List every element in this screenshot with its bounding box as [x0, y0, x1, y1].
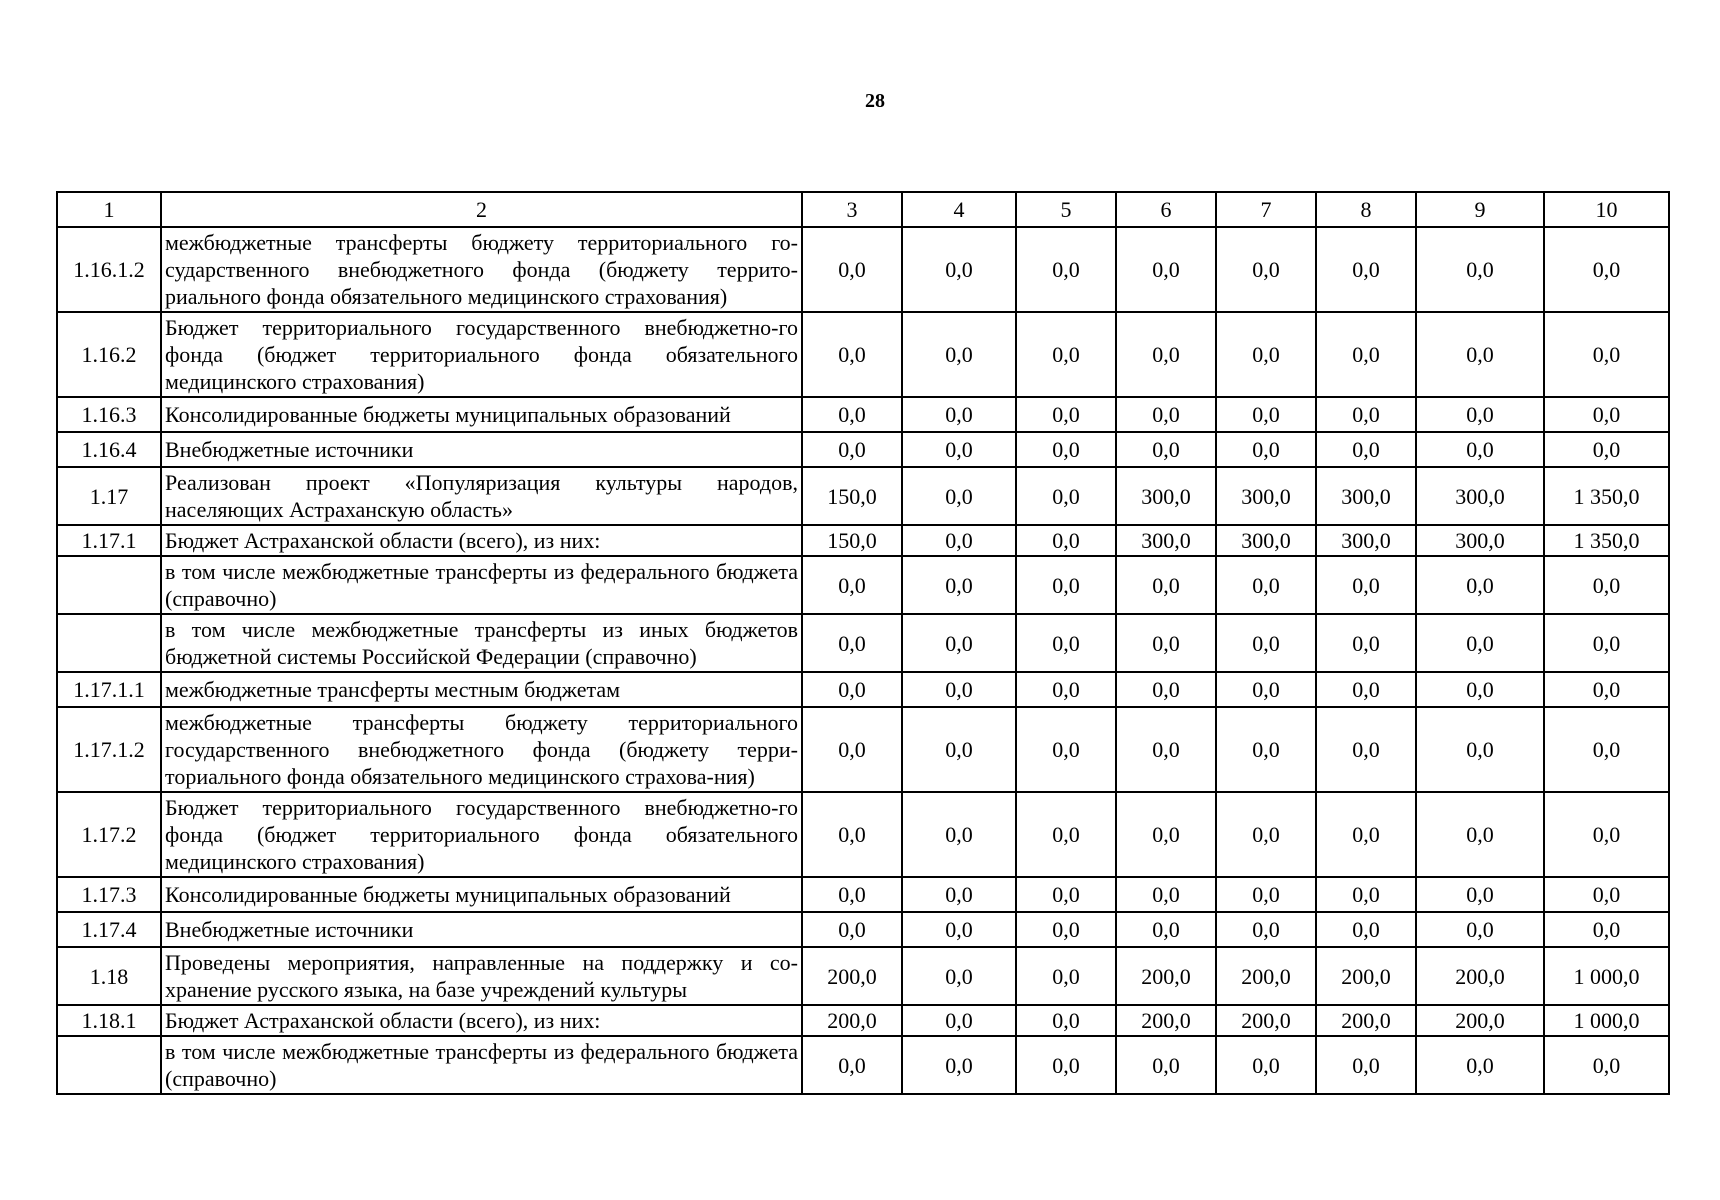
row-description: в том числе межбюджетные трансферты из федерального бюджета (справочно)	[161, 1036, 802, 1094]
table-row	[57, 227, 1669, 312]
table-row	[57, 672, 1669, 707]
value-cell-col-8: 0,0	[1316, 672, 1416, 707]
table-row	[57, 397, 1669, 432]
value-cell-col-10: 0,0	[1544, 1036, 1669, 1094]
value-cell-col-10: 1 000,0	[1544, 947, 1669, 1005]
value-cell-col-5: 0,0	[1016, 1005, 1116, 1036]
value-cell-col-5: 0,0	[1016, 1036, 1116, 1094]
column-header: 3	[802, 192, 902, 227]
value-cell-col-4: 0,0	[902, 312, 1016, 397]
value-cell-col-10: 0,0	[1544, 397, 1669, 432]
value-cell-col-9: 0,0	[1416, 312, 1544, 397]
value-cell-col-10: 0,0	[1544, 556, 1669, 614]
row-number: 1.16.1.2	[57, 227, 161, 312]
table-body	[57, 227, 1669, 1094]
value-cell-col-6: 0,0	[1116, 614, 1216, 672]
value-cell-col-9: 300,0	[1416, 467, 1544, 525]
value-cell-col-9: 0,0	[1416, 432, 1544, 467]
value-cell-col-6: 0,0	[1116, 312, 1216, 397]
row-description: Внебюджетные источники	[161, 432, 802, 467]
value-cell-col-10: 1 350,0	[1544, 467, 1669, 525]
value-cell-col-6: 0,0	[1116, 227, 1216, 312]
value-cell-col-3: 0,0	[802, 672, 902, 707]
value-cell-col-9: 300,0	[1416, 525, 1544, 556]
value-cell-col-4: 0,0	[902, 707, 1016, 792]
value-cell-col-10: 1 350,0	[1544, 525, 1669, 556]
value-cell-col-5: 0,0	[1016, 947, 1116, 1005]
table-row	[57, 467, 1669, 525]
value-cell-col-10: 0,0	[1544, 792, 1669, 877]
table-row	[57, 614, 1669, 672]
value-cell-col-8: 200,0	[1316, 947, 1416, 1005]
table-row	[57, 556, 1669, 614]
row-description: Бюджет Астраханской области (всего), из них:	[161, 1005, 802, 1036]
row-description: Проведены мероприятия, направленные на поддержку и со-хранение русского языка, на базе учреждений культуры	[161, 947, 802, 1005]
value-cell-col-6: 0,0	[1116, 432, 1216, 467]
value-cell-col-6: 300,0	[1116, 525, 1216, 556]
value-cell-col-8: 0,0	[1316, 877, 1416, 912]
value-cell-col-4: 0,0	[902, 467, 1016, 525]
value-cell-col-6: 0,0	[1116, 397, 1216, 432]
value-cell-col-3: 0,0	[802, 1036, 902, 1094]
row-description: Бюджет территориального государственного внебюджетно-го фонда (бюджет территориального фонда обязательного медицинского страхования)	[161, 312, 802, 397]
row-description: Консолидированные бюджеты муниципальных образований	[161, 397, 802, 432]
value-cell-col-6: 0,0	[1116, 792, 1216, 877]
value-cell-col-8: 300,0	[1316, 467, 1416, 525]
value-cell-col-4: 0,0	[902, 947, 1016, 1005]
value-cell-col-3: 0,0	[802, 312, 902, 397]
row-description: Реализован проект «Популяризация культуры народов, населяющих Астраханскую область»	[161, 467, 802, 525]
value-cell-col-7: 0,0	[1216, 877, 1316, 912]
value-cell-col-5: 0,0	[1016, 877, 1116, 912]
value-cell-col-9: 0,0	[1416, 912, 1544, 947]
row-number: 1.17.2	[57, 792, 161, 877]
column-header: 10	[1544, 192, 1669, 227]
row-number: 1.17.1	[57, 525, 161, 556]
value-cell-col-10: 0,0	[1544, 432, 1669, 467]
row-number	[57, 614, 161, 672]
value-cell-col-5: 0,0	[1016, 312, 1116, 397]
value-cell-col-10: 0,0	[1544, 312, 1669, 397]
value-cell-col-5: 0,0	[1016, 397, 1116, 432]
value-cell-col-8: 0,0	[1316, 227, 1416, 312]
value-cell-col-3: 0,0	[802, 877, 902, 912]
row-description: в том числе межбюджетные трансферты из федерального бюджета (справочно)	[161, 556, 802, 614]
value-cell-col-10: 0,0	[1544, 912, 1669, 947]
value-cell-col-9: 0,0	[1416, 792, 1544, 877]
row-number: 1.17	[57, 467, 161, 525]
value-cell-col-7: 0,0	[1216, 707, 1316, 792]
value-cell-col-9: 0,0	[1416, 614, 1544, 672]
row-number: 1.18	[57, 947, 161, 1005]
column-header: 8	[1316, 192, 1416, 227]
row-number: 1.17.1.2	[57, 707, 161, 792]
value-cell-col-3: 200,0	[802, 947, 902, 1005]
value-cell-col-3: 200,0	[802, 1005, 902, 1036]
value-cell-col-10: 0,0	[1544, 672, 1669, 707]
value-cell-col-3: 0,0	[802, 227, 902, 312]
column-header: 2	[161, 192, 802, 227]
value-cell-col-3: 150,0	[802, 467, 902, 525]
value-cell-col-5: 0,0	[1016, 707, 1116, 792]
value-cell-col-7: 300,0	[1216, 525, 1316, 556]
value-cell-col-3: 0,0	[802, 792, 902, 877]
column-header: 6	[1116, 192, 1216, 227]
value-cell-col-7: 0,0	[1216, 912, 1316, 947]
value-cell-col-9: 0,0	[1416, 672, 1544, 707]
value-cell-col-7: 0,0	[1216, 792, 1316, 877]
row-number: 1.16.3	[57, 397, 161, 432]
value-cell-col-8: 0,0	[1316, 912, 1416, 947]
value-cell-col-4: 0,0	[902, 672, 1016, 707]
value-cell-col-5: 0,0	[1016, 912, 1116, 947]
column-header: 5	[1016, 192, 1116, 227]
value-cell-col-3: 0,0	[802, 556, 902, 614]
row-number: 1.16.4	[57, 432, 161, 467]
value-cell-col-3: 0,0	[802, 912, 902, 947]
value-cell-col-4: 0,0	[902, 397, 1016, 432]
value-cell-col-5: 0,0	[1016, 556, 1116, 614]
value-cell-col-10: 0,0	[1544, 614, 1669, 672]
column-header: 1	[57, 192, 161, 227]
value-cell-col-3: 0,0	[802, 432, 902, 467]
table-row	[57, 912, 1669, 947]
value-cell-col-3: 0,0	[802, 397, 902, 432]
value-cell-col-10: 0,0	[1544, 707, 1669, 792]
value-cell-col-8: 0,0	[1316, 614, 1416, 672]
row-number: 1.17.3	[57, 877, 161, 912]
row-description: межбюджетные трансферты бюджету территориального го-сударственного внебюджетного фонда (бюджету террито-риального фонда обязательного медицинского страхования)	[161, 227, 802, 312]
value-cell-col-7: 0,0	[1216, 672, 1316, 707]
value-cell-col-5: 0,0	[1016, 432, 1116, 467]
value-cell-col-4: 0,0	[902, 525, 1016, 556]
column-header: 7	[1216, 192, 1316, 227]
value-cell-col-4: 0,0	[902, 1005, 1016, 1036]
value-cell-col-9: 0,0	[1416, 227, 1544, 312]
value-cell-col-8: 0,0	[1316, 707, 1416, 792]
value-cell-col-8: 300,0	[1316, 525, 1416, 556]
row-description: Внебюджетные источники	[161, 912, 802, 947]
value-cell-col-4: 0,0	[902, 556, 1016, 614]
value-cell-col-6: 0,0	[1116, 672, 1216, 707]
value-cell-col-7: 200,0	[1216, 947, 1316, 1005]
row-description: межбюджетные трансферты местным бюджетам	[161, 672, 802, 707]
value-cell-col-7: 0,0	[1216, 614, 1316, 672]
table-row	[57, 432, 1669, 467]
column-header: 9	[1416, 192, 1544, 227]
value-cell-col-8: 0,0	[1316, 432, 1416, 467]
row-description: Бюджет территориального государственного внебюджетно-го фонда (бюджет территориального фонда обязательного медицинского страхования)	[161, 792, 802, 877]
column-header: 4	[902, 192, 1016, 227]
value-cell-col-9: 200,0	[1416, 1005, 1544, 1036]
table-row	[57, 525, 1669, 556]
value-cell-col-7: 0,0	[1216, 556, 1316, 614]
value-cell-col-3: 0,0	[802, 707, 902, 792]
value-cell-col-5: 0,0	[1016, 525, 1116, 556]
value-cell-col-7: 0,0	[1216, 227, 1316, 312]
value-cell-col-8: 200,0	[1316, 1005, 1416, 1036]
row-description: межбюджетные трансферты бюджету территориального государственного внебюджетного фонда (бюджету терри-ториального фонда обязательного медицинского страхова-ния)	[161, 707, 802, 792]
value-cell-col-3: 150,0	[802, 525, 902, 556]
row-number: 1.16.2	[57, 312, 161, 397]
value-cell-col-5: 0,0	[1016, 614, 1116, 672]
value-cell-col-9: 0,0	[1416, 877, 1544, 912]
value-cell-col-5: 0,0	[1016, 227, 1116, 312]
value-cell-col-6: 0,0	[1116, 707, 1216, 792]
table-row	[57, 877, 1669, 912]
value-cell-col-9: 0,0	[1416, 1036, 1544, 1094]
value-cell-col-8: 0,0	[1316, 792, 1416, 877]
budget-table	[56, 191, 1670, 1095]
value-cell-col-4: 0,0	[902, 792, 1016, 877]
value-cell-col-10: 1 000,0	[1544, 1005, 1669, 1036]
page-number: 28	[865, 90, 885, 112]
table-row	[57, 947, 1669, 1005]
value-cell-col-8: 0,0	[1316, 397, 1416, 432]
row-number: 1.17.1.1	[57, 672, 161, 707]
value-cell-col-8: 0,0	[1316, 556, 1416, 614]
value-cell-col-4: 0,0	[902, 877, 1016, 912]
value-cell-col-10: 0,0	[1544, 227, 1669, 312]
value-cell-col-5: 0,0	[1016, 792, 1116, 877]
value-cell-col-4: 0,0	[902, 227, 1016, 312]
value-cell-col-8: 0,0	[1316, 312, 1416, 397]
table-row	[57, 792, 1669, 877]
value-cell-col-7: 0,0	[1216, 1036, 1316, 1094]
value-cell-col-3: 0,0	[802, 614, 902, 672]
value-cell-col-9: 0,0	[1416, 556, 1544, 614]
value-cell-col-10: 0,0	[1544, 877, 1669, 912]
value-cell-col-4: 0,0	[902, 614, 1016, 672]
value-cell-col-8: 0,0	[1316, 1036, 1416, 1094]
value-cell-col-7: 0,0	[1216, 312, 1316, 397]
table-row	[57, 1036, 1669, 1094]
value-cell-col-6: 200,0	[1116, 947, 1216, 1005]
value-cell-col-9: 0,0	[1416, 397, 1544, 432]
row-description: в том числе межбюджетные трансферты из иных бюджетов бюджетной системы Российской Федерации (справочно)	[161, 614, 802, 672]
value-cell-col-6: 0,0	[1116, 912, 1216, 947]
value-cell-col-7: 0,0	[1216, 397, 1316, 432]
row-number: 1.17.4	[57, 912, 161, 947]
value-cell-col-6: 0,0	[1116, 877, 1216, 912]
value-cell-col-4: 0,0	[902, 432, 1016, 467]
value-cell-col-9: 0,0	[1416, 707, 1544, 792]
table-row	[57, 1005, 1669, 1036]
value-cell-col-9: 200,0	[1416, 947, 1544, 1005]
value-cell-col-5: 0,0	[1016, 467, 1116, 525]
value-cell-col-6: 300,0	[1116, 467, 1216, 525]
row-number	[57, 556, 161, 614]
row-description: Бюджет Астраханской области (всего), из них:	[161, 525, 802, 556]
value-cell-col-6: 0,0	[1116, 556, 1216, 614]
header-row	[57, 192, 1669, 227]
table-row	[57, 707, 1669, 792]
value-cell-col-6: 200,0	[1116, 1005, 1216, 1036]
value-cell-col-5: 0,0	[1016, 672, 1116, 707]
value-cell-col-7: 200,0	[1216, 1005, 1316, 1036]
value-cell-col-4: 0,0	[902, 1036, 1016, 1094]
value-cell-col-7: 0,0	[1216, 432, 1316, 467]
row-number	[57, 1036, 161, 1094]
table-row	[57, 312, 1669, 397]
row-description: Консолидированные бюджеты муниципальных образований	[161, 877, 802, 912]
value-cell-col-4: 0,0	[902, 912, 1016, 947]
row-number: 1.18.1	[57, 1005, 161, 1036]
value-cell-col-7: 300,0	[1216, 467, 1316, 525]
value-cell-col-6: 0,0	[1116, 1036, 1216, 1094]
